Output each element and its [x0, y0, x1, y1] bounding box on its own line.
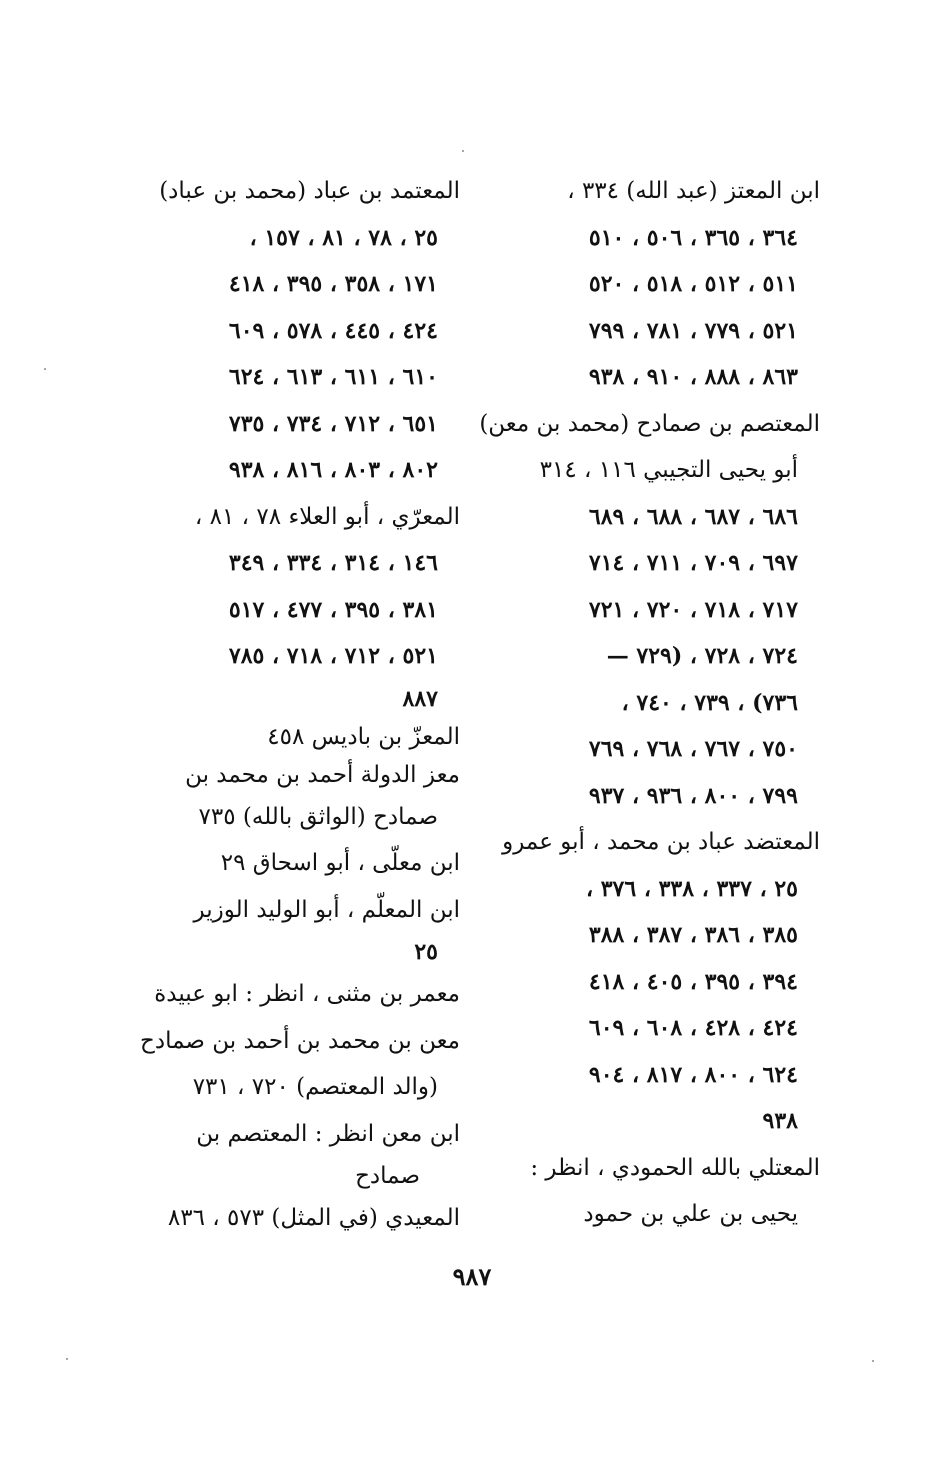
index-page-refs: ٤٢٤ ، ٤٤٥ ، ٥٧٨ ، ٦٠٩: [228, 317, 438, 344]
index-page-refs: ٣٨٥ ، ٣٨٦ ، ٣٨٧ ، ٣٨٨: [588, 922, 798, 948]
index-entry: ابن المعلّم ، أبو الوليد الوزير: [193, 896, 460, 923]
index-page-refs: ٢٥ ، ٧٨ ، ٨١ ، ١٥٧ ،: [249, 224, 438, 251]
index-page-refs: ١٤٦ ، ٣١٤ ، ٣٣٤ ، ٣٤٩: [228, 550, 438, 576]
index-entry: معن بن محمد بن أحمد بن صمادح: [140, 1027, 460, 1054]
index-page-refs: ٨٦٣ ، ٨٨٨ ، ٩١٠ ، ٩٣٨: [588, 364, 798, 390]
index-page-refs: ١٧١ ، ٣٥٨ ، ٣٩٥ ، ٤١٨: [228, 271, 438, 297]
index-entry: معمر بن مثنى ، انظر : ابو عبيدة: [154, 981, 460, 1007]
index-page-refs: ٧٥٠ ، ٧٦٧ ، ٧٦٨ ، ٧٦٩: [588, 736, 798, 762]
index-entry: معز الدولة أحمد بن محمد بن: [185, 761, 460, 788]
index-entry: المعتلي بالله الحمودي ، انظر :: [530, 1154, 820, 1181]
index-page-refs: ٦٥١ ، ٧١٢ ، ٧٣٤ ، ٧٣٥: [228, 410, 438, 437]
index-page-refs: ٣٨١ ، ٣٩٥ ، ٤٧٧ ، ٥١٧: [228, 596, 438, 623]
index-page-refs: ٧١٧ ، ٧١٨ ، ٧٢٠ ، ٧٢١: [588, 596, 798, 623]
index-page-refs: ٢٥: [414, 939, 438, 965]
index-page-refs: ٨٨٧: [402, 685, 438, 712]
index-entry: المعيدي (في المثل) ٥٧٣ ، ٨٣٦: [167, 1205, 460, 1231]
index-page-refs: ٦٨٦ ، ٦٨٧ ، ٦٨٨ ، ٦٨٩: [588, 503, 798, 530]
scan-speck: [462, 150, 464, 152]
index-entry: ابن معن انظر : المعتصم بن: [196, 1120, 460, 1147]
index-page-refs: ٨٠٢ ، ٨٠٣ ، ٨١٦ ، ٩٣٨: [228, 457, 438, 483]
index-entry: ابن معلّى ، أبو اسحاق ٢٩: [220, 850, 460, 876]
index-page-refs: ٦١٠ ، ٦١١ ، ٦١٣ ، ٦٢٤: [228, 364, 438, 390]
index-page-refs: ٩٣٨: [762, 1108, 798, 1134]
index-entry-continuation: صمادح (الواثق بالله) ٧٣٥: [198, 803, 438, 830]
index-page-refs: ٥٢١ ، ٧١٢ ، ٧١٨ ، ٧٨٥: [228, 643, 438, 669]
scan-speck: [872, 1360, 874, 1362]
index-column-left: [140, 168, 460, 1242]
index-page-refs: ٧٢٤ ، ٧٢٨ ، (٧٢٩ —: [606, 643, 798, 669]
index-entry: المعتمد بن عباد (محمد بن عباد): [159, 178, 460, 204]
index-entry: المعزّ بن باديس ٤٥٨: [267, 723, 460, 750]
index-entry-continuation: أبو يحيى التجيبي ١١٦ ، ٣١٤: [539, 457, 798, 483]
index-entry: المعتصم بن صمادح (محمد بن معن): [479, 410, 820, 437]
index-page-refs: ٤٢٤ ، ٤٢٨ ، ٦٠٨ ، ٦٠٩: [588, 1015, 798, 1041]
index-entry: المعتضد عباد بن محمد ، أبو عمرو: [502, 829, 820, 855]
index-entry-continuation: (والد المعتصم) ٧٢٠ ، ٧٣١: [192, 1074, 438, 1100]
index-page-refs: ٢٥ ، ٣٣٧ ، ٣٣٨ ، ٣٧٦ ،: [585, 875, 798, 902]
index-entry: ابن المعتز (عبد الله) ٣٣٤ ،: [567, 178, 820, 204]
index-entry-continuation: يحيى بن علي بن حمود: [583, 1201, 798, 1227]
index-entry: المعرّي ، أبو العلاء ٧٨ ، ٨١ ،: [194, 503, 460, 530]
index-entry-continuation: صمادح: [355, 1163, 420, 1189]
page-number: ٩٨٧: [452, 1262, 492, 1291]
index-page-refs: ٣٦٤ ، ٣٦٥ ، ٥٠٦ ، ٥١٠: [588, 224, 798, 251]
index-page-refs: ٦٩٧ ، ٧٠٩ ، ٧١١ ، ٧١٤: [588, 550, 798, 576]
index-column-right: [479, 168, 820, 1238]
index-page-refs: ٦٢٤ ، ٨٠٠ ، ٨١٧ ، ٩٠٤: [588, 1061, 798, 1088]
index-page-refs: ٣٩٤ ، ٣٩٥ ، ٤٠٥ ، ٤١٨: [588, 968, 798, 995]
index-page-refs: ٥٢١ ، ٧٧٩ ، ٧٨١ ، ٧٩٩: [588, 317, 798, 344]
index-page-refs: ٥١١ ، ٥١٢ ، ٥١٨ ، ٥٢٠: [588, 271, 798, 297]
scan-speck: [66, 1358, 68, 1360]
scan-speck: [44, 368, 46, 370]
index-page-refs: ٧٣٦) ، ٧٣٩ ، ٧٤٠ ،: [621, 689, 798, 716]
index-page-refs: ٧٩٩ ، ٨٠٠ ، ٩٣٦ ، ٩٣٧: [588, 782, 798, 809]
